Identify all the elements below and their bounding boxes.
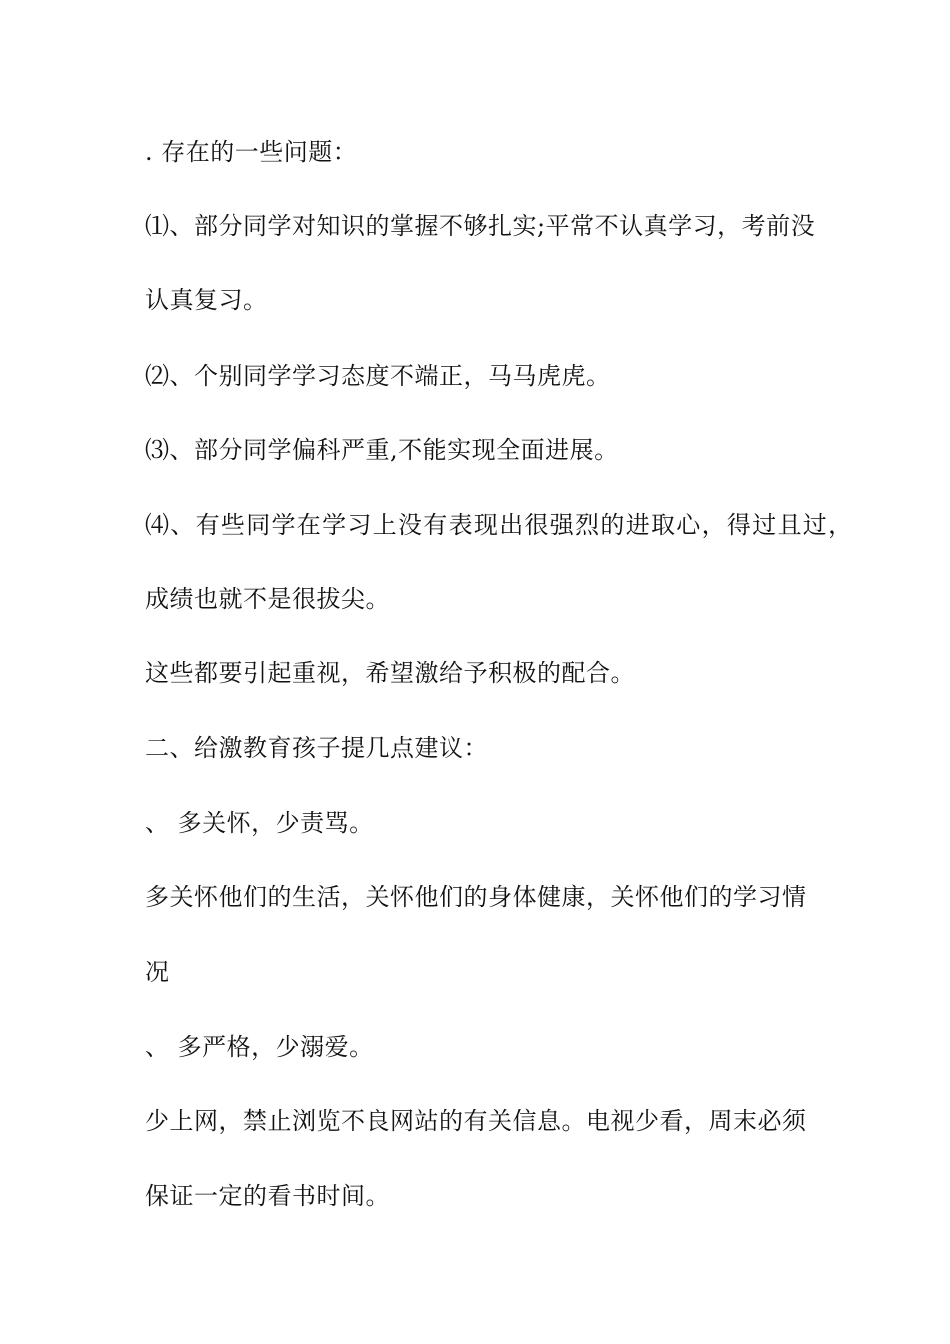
suggestions-heading: 二、给激教育孩子提几点建议： [145, 734, 488, 762]
problem-1-line-2: 认真复习。 [145, 286, 268, 314]
suggestion-2-body-line-1: 少上网，禁止浏览不良网站的有关信息。电视少看，周末必须 [145, 1107, 807, 1135]
problem-3: ⑶、部分同学偏科严重,不能实现全面进展。 [145, 436, 619, 464]
suggestion-1-title: 、 多关怀，少责骂。 [145, 809, 374, 837]
suggestion-2-title: 、 多严格，少溺爱。 [145, 1033, 374, 1061]
problem-2: ⑵、个别同学学习态度不端正，马马虎虎。 [145, 362, 611, 390]
problem-1-line-1: ⑴、部分同学对知识的掌握不够扎实;平常不认真学习，考前没 [145, 212, 816, 240]
problems-heading: . 存在的一些问题： [145, 138, 358, 166]
suggestion-1-body-line-1: 多关怀他们的生活，关怀他们的身体健康，关怀他们的学习情 [145, 883, 807, 911]
suggestion-2-body-line-2: 保证一定的看书时间。 [145, 1182, 390, 1210]
problem-4-line-2: 成绩也就不是很拔尖。 [145, 585, 390, 613]
attention-note: 这些都要引起重视，希望激给予积极的配合。 [145, 659, 635, 687]
suggestion-1-body-line-2: 况 [145, 958, 170, 986]
problem-4-line-1: ⑷、有些同学在学习上没有表现出很强烈的进取心，得过且过， [145, 511, 854, 539]
